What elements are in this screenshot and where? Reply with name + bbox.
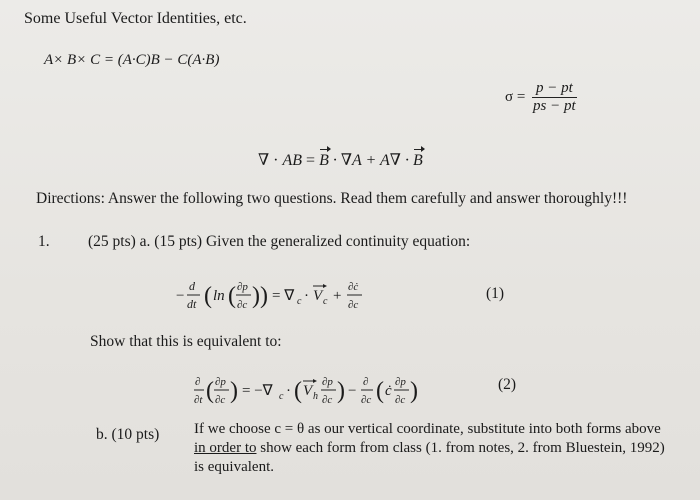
svg-text:+: + — [333, 288, 342, 304]
svg-text:(: ( — [206, 378, 214, 404]
page-title: Some Useful Vector Identities, etc. — [24, 10, 247, 27]
svg-text:c: c — [279, 391, 284, 402]
part-b-underlined: in order to — [194, 440, 257, 456]
svg-text:∂c: ∂c — [322, 394, 333, 406]
svg-text:∂t: ∂t — [194, 394, 203, 406]
svg-text:(: ( — [376, 378, 384, 404]
sigma-numerator: p − pt — [532, 80, 577, 98]
svg-text:): ) — [230, 378, 238, 404]
continuity-equation-1 — [176, 272, 426, 323]
sigma-denominator: ps − pt — [533, 98, 576, 114]
svg-text:∂p: ∂p — [215, 376, 226, 388]
svg-text:·: · — [304, 288, 309, 304]
equation-2-graphic — [194, 366, 484, 414]
svg-text:= −∇: = −∇ — [242, 383, 273, 399]
svg-text:∂p: ∂p — [395, 376, 406, 388]
svg-text:V: V — [303, 383, 313, 399]
part-b-text-1: If we choose c = θ as our vertical coordinate, substitute into both forms above — [194, 421, 661, 437]
svg-text:−: − — [176, 288, 185, 304]
svg-text:(: ( — [228, 283, 236, 309]
svg-text:−: − — [348, 383, 357, 399]
directions-text: Directions: Answer the following two questions. Read them carefully and answer thoroughly!!! — [36, 190, 628, 207]
svg-text:(: ( — [294, 378, 302, 404]
sigma-definition — [505, 80, 580, 115]
svg-text:): ) — [260, 283, 268, 309]
part-b-label: b. (10 pts) — [96, 426, 160, 443]
svg-text:h: h — [313, 391, 318, 402]
svg-text:): ) — [410, 378, 418, 404]
svg-text:d: d — [189, 279, 195, 293]
svg-text:): ) — [337, 378, 345, 404]
grad-b2-vector: B — [412, 152, 423, 169]
show-text: Show that this is equivalent to: — [90, 333, 282, 350]
grad-mid: · ∇A + A∇ · — [332, 152, 409, 169]
svg-text:·: · — [286, 383, 291, 399]
sigma-lhs: σ = — [505, 88, 526, 105]
question-1-text: (25 pts) a. (15 pts) Given the generalized continuity equation: — [88, 233, 471, 250]
svg-text:∂p: ∂p — [322, 376, 333, 388]
grad-b-vector: B — [319, 152, 329, 169]
svg-text:ln: ln — [213, 288, 225, 304]
grad-lhs: ∇ · — [258, 152, 279, 169]
svg-text:ċ: ċ — [385, 383, 392, 399]
part-b-text — [194, 420, 674, 477]
svg-text:c: c — [297, 296, 302, 307]
svg-text:(: ( — [204, 283, 212, 309]
svg-text:∂c: ∂c — [237, 299, 248, 311]
gradient-identity — [258, 150, 423, 170]
svg-text:∂: ∂ — [195, 376, 201, 388]
svg-text:c: c — [323, 296, 328, 307]
svg-text:∂c: ∂c — [395, 394, 406, 406]
svg-text:∂: ∂ — [363, 376, 369, 388]
svg-text:V: V — [313, 288, 323, 304]
continuity-equation-2 — [194, 366, 484, 419]
svg-text:∂p: ∂p — [237, 281, 248, 293]
question-number: 1. — [38, 233, 50, 250]
svg-text:∂c: ∂c — [348, 299, 359, 311]
svg-text:dt: dt — [187, 297, 197, 311]
grad-eq: = — [306, 152, 316, 169]
svg-text:∂c: ∂c — [215, 394, 226, 406]
svg-text:= ∇: = ∇ — [272, 288, 295, 304]
part-b-text-2: show each form from class (1. from notes, 2. from Bluestein, 1992) is equivalent. — [194, 440, 665, 475]
svg-text:∂ċ: ∂ċ — [348, 281, 359, 293]
equation-1-label: (1) — [486, 285, 505, 302]
sigma-fraction — [529, 80, 580, 115]
vector-identity-triple-product: A× B× C = (A·C)B − C(A·B) — [44, 52, 220, 68]
svg-text:): ) — [252, 283, 260, 309]
svg-text:∂c: ∂c — [361, 394, 372, 406]
grad-ab: AB — [282, 152, 303, 169]
equation-2-label: (2) — [498, 376, 517, 393]
equation-1-graphic — [176, 272, 426, 318]
